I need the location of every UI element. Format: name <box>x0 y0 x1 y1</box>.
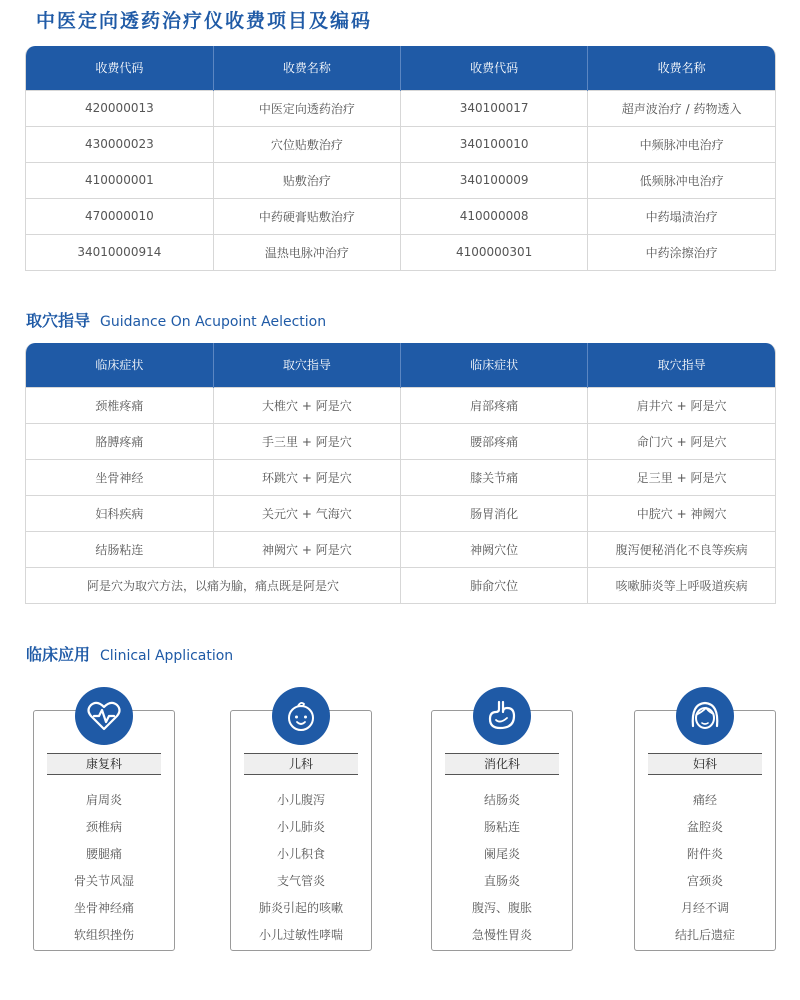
card-label: 妇科 <box>648 753 762 775</box>
list-item: 痛经 <box>692 793 717 807</box>
stomach-icon <box>473 687 531 745</box>
list-item: 直肠炎 <box>483 874 520 888</box>
list-item: 小儿过敏性哮喘 <box>258 928 343 942</box>
list-item: 肩周炎 <box>85 793 122 807</box>
table-cell: 颈椎疼痛 <box>26 387 213 423</box>
acupoint-title-zh: 取穴指导 <box>26 311 91 330</box>
table-cell: 中药硬膏贴敷治疗 <box>213 198 400 234</box>
list-item: 结肠炎 <box>483 793 520 807</box>
table-cell: 340100009 <box>401 162 588 198</box>
list-item: 骨关节风湿 <box>73 874 134 888</box>
list-item: 肺炎引起的咳嗽 <box>258 901 343 915</box>
acupoint-table <box>25 343 776 604</box>
card-item-list <box>432 787 572 949</box>
table-cell: 咳嗽肺炎等上呼吸道疾病 <box>588 567 775 603</box>
table-row <box>26 90 775 126</box>
table-cell: 温热电脉冲治疗 <box>213 234 400 270</box>
table-cell: 430000023 <box>26 126 213 162</box>
table-cell: 手三里 + 阿是穴 <box>213 423 400 459</box>
list-item: 小儿积食 <box>276 847 325 861</box>
fee-header-code-2: 收费代码 <box>401 46 588 90</box>
table-row <box>26 531 775 567</box>
woman-face-icon <box>676 687 734 745</box>
list-item: 阑尾炎 <box>483 847 520 861</box>
acu-header-symptom-1: 临床症状 <box>26 343 213 387</box>
list-item: 宫颈炎 <box>686 874 723 888</box>
card-label: 儿科 <box>244 753 358 775</box>
clinical-card-gynecology <box>634 710 776 951</box>
clinical-card-rehab <box>33 710 175 951</box>
table-cell: 肠胃消化 <box>401 495 588 531</box>
list-item: 结扎后遗症 <box>674 928 735 942</box>
table-cell: 穴位贴敷治疗 <box>213 126 400 162</box>
list-item: 坐骨神经痛 <box>73 901 134 915</box>
list-item: 盆腔炎 <box>686 820 723 834</box>
table-cell: 关元穴 + 气海穴 <box>213 495 400 531</box>
table-cell: 命门穴 + 阿是穴 <box>588 423 775 459</box>
table-row <box>26 198 775 234</box>
table-cell: 坐骨神经 <box>26 459 213 495</box>
acu-header-guide-2: 取穴指导 <box>588 343 775 387</box>
card-item-list <box>635 787 775 949</box>
table-cell: 410000001 <box>26 162 213 198</box>
table-row <box>26 162 775 198</box>
fee-code-table <box>25 46 776 271</box>
table-cell: 足三里 + 阿是穴 <box>588 459 775 495</box>
table-cell: 神阙穴 + 阿是穴 <box>213 531 400 567</box>
table-row <box>26 387 775 423</box>
table-cell: 34010000914 <box>26 234 213 270</box>
card-label: 消化科 <box>445 753 559 775</box>
acupoint-section-title <box>26 308 326 331</box>
table-cell: 中脘穴 + 神阙穴 <box>588 495 775 531</box>
table-cell: 大椎穴 + 阿是穴 <box>213 387 400 423</box>
acupoint-note: 阿是穴为取穴方法，以痛为腧，痛点既是阿是穴 <box>26 567 401 603</box>
table-cell: 结肠粘连 <box>26 531 213 567</box>
list-item: 支气管炎 <box>276 874 325 888</box>
acupoint-title-en: Guidance On Acupoint Aelection <box>100 314 327 330</box>
acu-header-guide-1: 取穴指导 <box>213 343 400 387</box>
baby-face-icon <box>272 687 330 745</box>
clinical-title-en: Clinical Application <box>100 648 234 664</box>
table-cell: 腹泻便秘消化不良等疾病 <box>588 531 775 567</box>
table-cell: 妇科疾病 <box>26 495 213 531</box>
table-cell: 胳膊疼痛 <box>26 423 213 459</box>
table-cell: 中药塌渍治疗 <box>588 198 775 234</box>
table-row <box>26 423 775 459</box>
table-cell: 中频脉冲电治疗 <box>588 126 775 162</box>
table-cell: 低频脉冲电治疗 <box>588 162 775 198</box>
table-cell: 470000010 <box>26 198 213 234</box>
list-item: 小儿肺炎 <box>276 820 325 834</box>
list-item: 急慢性胃炎 <box>471 928 532 942</box>
table-cell: 神阙穴位 <box>401 531 588 567</box>
list-item: 颈椎病 <box>85 820 122 834</box>
fee-header-name-2: 收费名称 <box>588 46 775 90</box>
table-cell: 环跳穴 + 阿是穴 <box>213 459 400 495</box>
clinical-card-gastro <box>431 710 573 951</box>
table-cell: 410000008 <box>401 198 588 234</box>
table-cell: 肺俞穴位 <box>401 567 588 603</box>
table-cell: 340100017 <box>401 90 588 126</box>
table-cell: 肩井穴 + 阿是穴 <box>588 387 775 423</box>
card-item-list <box>34 787 174 949</box>
table-row <box>26 459 775 495</box>
fee-header-name-1: 收费名称 <box>213 46 400 90</box>
clinical-title-zh: 临床应用 <box>26 645 91 664</box>
table-cell: 腰部疼痛 <box>401 423 588 459</box>
table-cell: 膝关节痛 <box>401 459 588 495</box>
acu-header-symptom-2: 临床症状 <box>401 343 588 387</box>
list-item: 肠粘连 <box>483 820 520 834</box>
clinical-section-title <box>26 642 233 665</box>
list-item: 腹泻、腹胀 <box>471 901 532 915</box>
list-item: 附件炎 <box>686 847 723 861</box>
card-label: 康复科 <box>47 753 161 775</box>
table-cell: 贴敷治疗 <box>213 162 400 198</box>
list-item: 月经不调 <box>680 901 729 915</box>
table-cell: 中药涂擦治疗 <box>588 234 775 270</box>
list-item: 软组织挫伤 <box>73 928 134 942</box>
table-row <box>26 126 775 162</box>
clinical-card-pediatrics <box>230 710 372 951</box>
heart-pulse-icon <box>75 687 133 745</box>
card-item-list <box>231 787 371 949</box>
table-cell: 肩部疼痛 <box>401 387 588 423</box>
fee-header-code-1: 收费代码 <box>26 46 213 90</box>
table-cell: 超声波治疗 / 药物透入 <box>588 90 775 126</box>
table-row <box>26 495 775 531</box>
list-item: 腰腿痛 <box>85 847 122 861</box>
table-cell: 4100000301 <box>401 234 588 270</box>
list-item: 小儿腹泻 <box>276 793 325 807</box>
table-cell: 340100010 <box>401 126 588 162</box>
table-cell: 中医定向透药治疗 <box>213 90 400 126</box>
table-cell: 420000013 <box>26 90 213 126</box>
page-title: 中医定向透药治疗仪收费项目及编码 <box>36 10 373 32</box>
table-row <box>26 234 775 270</box>
table-row <box>26 567 775 603</box>
